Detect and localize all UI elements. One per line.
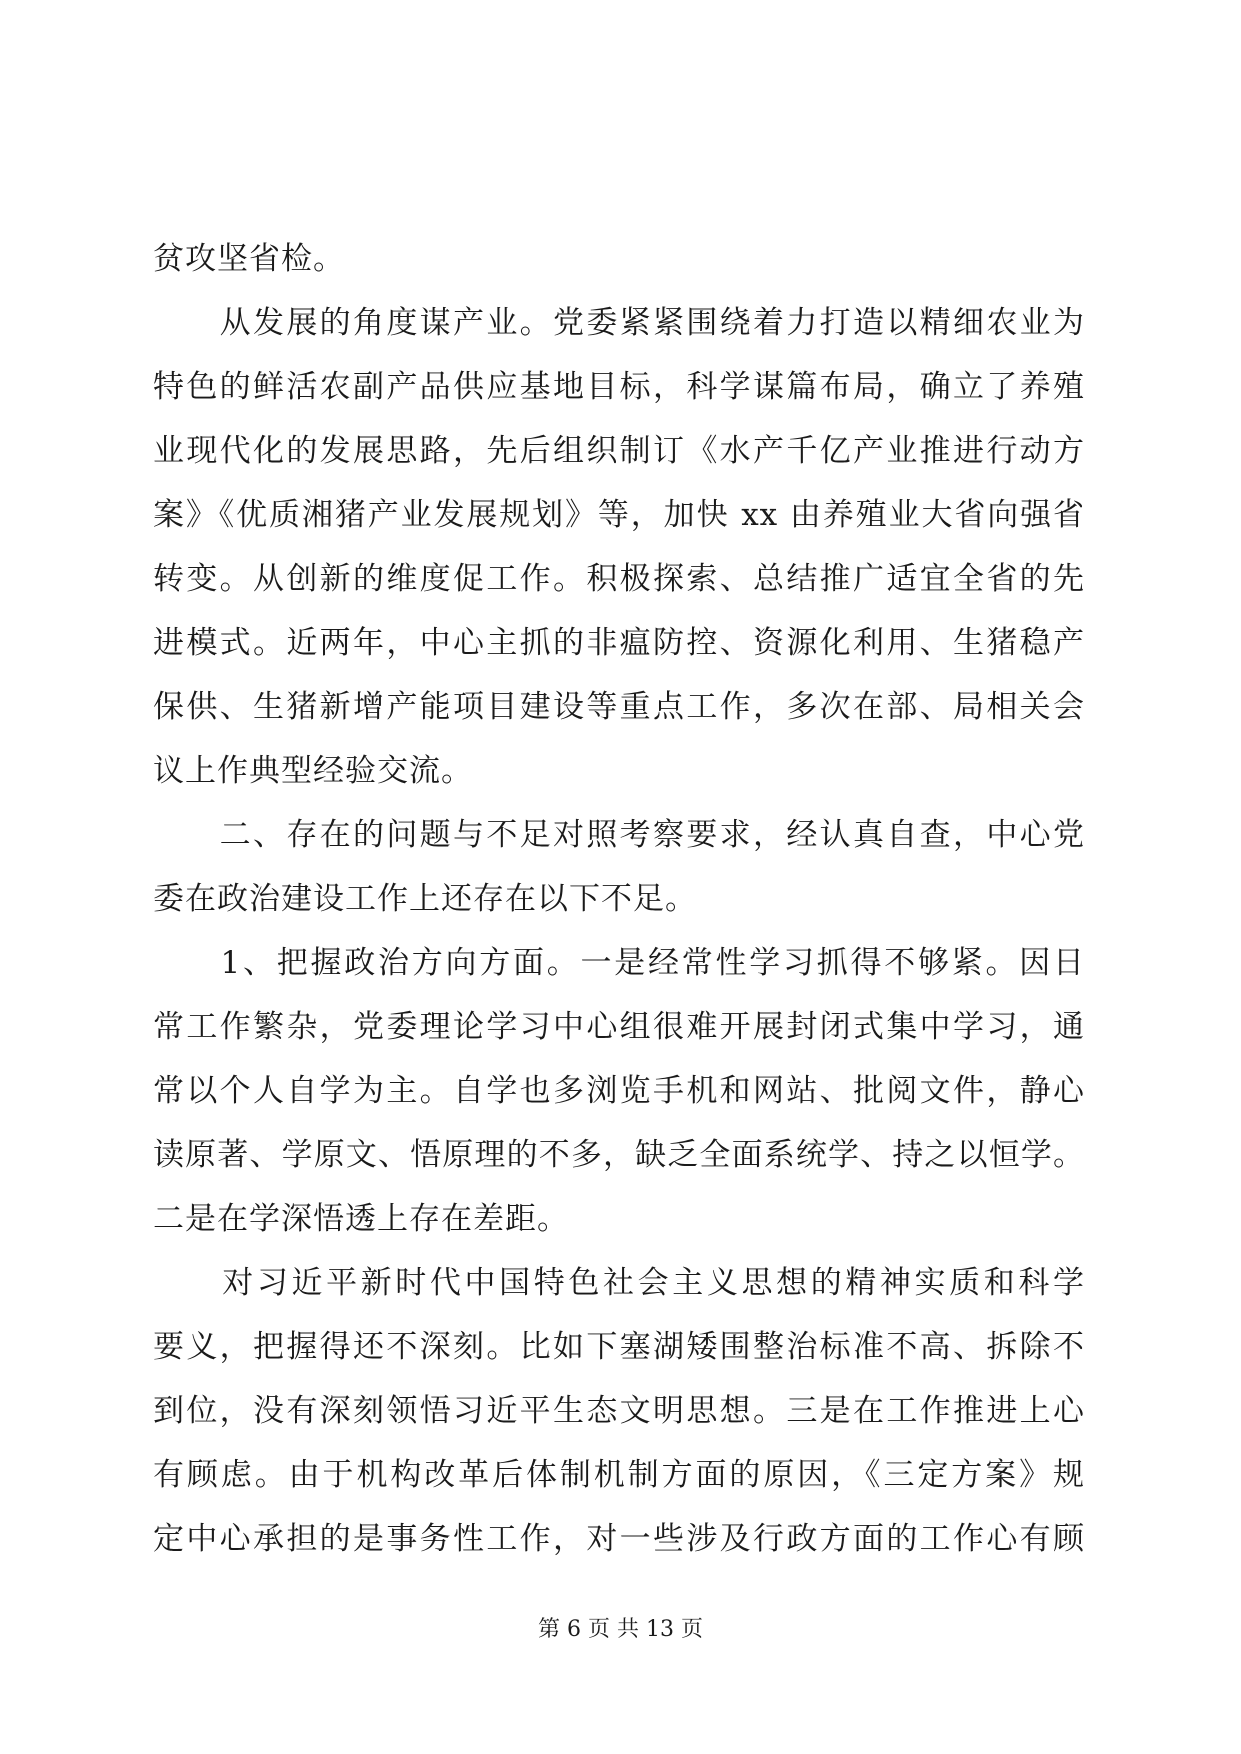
text-line: 贫攻坚省检。 xyxy=(153,241,345,277)
text-line: 进模式。近两年，中心主抓的非瘟防控、资源化利用、生猪稳产 xyxy=(153,625,1085,661)
text-line: 特色的鲜活农副产品供应基地目标，科学谋篇布局，确立了养殖 xyxy=(153,369,1085,405)
document-body xyxy=(153,227,1085,1571)
text-line: 常以个人自学为主。自学也多浏览手机和网站、批阅文件，静心 xyxy=(153,1073,1085,1109)
text-line: 案》《优质湘猪产业发展规划》等，加快 xx 由养殖业大省向强省 xyxy=(153,497,1085,533)
text-line: 保供、生猪新增产能项目建设等重点工作，多次在部、局相关会 xyxy=(153,689,1085,725)
text-line: 从发展的角度谋产业。党委紧紧围绕着力打造以精细农业为 xyxy=(153,305,1085,341)
text-line: 到位，没有深刻领悟习近平生态文明思想。三是在工作推进上心 xyxy=(153,1393,1085,1429)
text-line: 1、把握政治方向方面。一是经常性学习抓得不够紧。因日 xyxy=(153,945,1085,981)
text-line: 读原著、学原文、悟原理的不多，缺乏全面系统学、持之以恒学。 xyxy=(153,1137,1085,1173)
text-line: 要义，把握得还不深刻。比如下塞湖矮围整治标准不高、拆除不 xyxy=(153,1329,1085,1365)
text-line: 常工作繁杂，党委理论学习中心组很难开展封闭式集中学习，通 xyxy=(153,1009,1085,1045)
text-line: 议上作典型经验交流。 xyxy=(153,753,473,789)
text-line: 二是在学深悟透上存在差距。 xyxy=(153,1201,569,1237)
text-line: 定中心承担的是事务性工作，对一些涉及行政方面的工作心有顾 xyxy=(153,1521,1085,1557)
text-line: 业现代化的发展思路，先后组织制订《水产千亿产业推进行动方 xyxy=(153,433,1085,469)
text-line: 对习近平新时代中国特色社会主义思想的精神实质和科学 xyxy=(153,1265,1085,1301)
text-line: 转变。从创新的维度促工作。积极探索、总结推广适宜全省的先 xyxy=(153,561,1085,597)
page-footer: 第 6 页 共 13 页 xyxy=(538,1617,703,1642)
text-line: 委在政治建设工作上还存在以下不足。 xyxy=(153,881,697,917)
text-line: 二、存在的问题与不足对照考察要求，经认真自查，中心党 xyxy=(153,817,1085,853)
text-line: 有顾虑。由于机构改革后体制机制方面的原因，《三定方案》规 xyxy=(153,1457,1085,1493)
